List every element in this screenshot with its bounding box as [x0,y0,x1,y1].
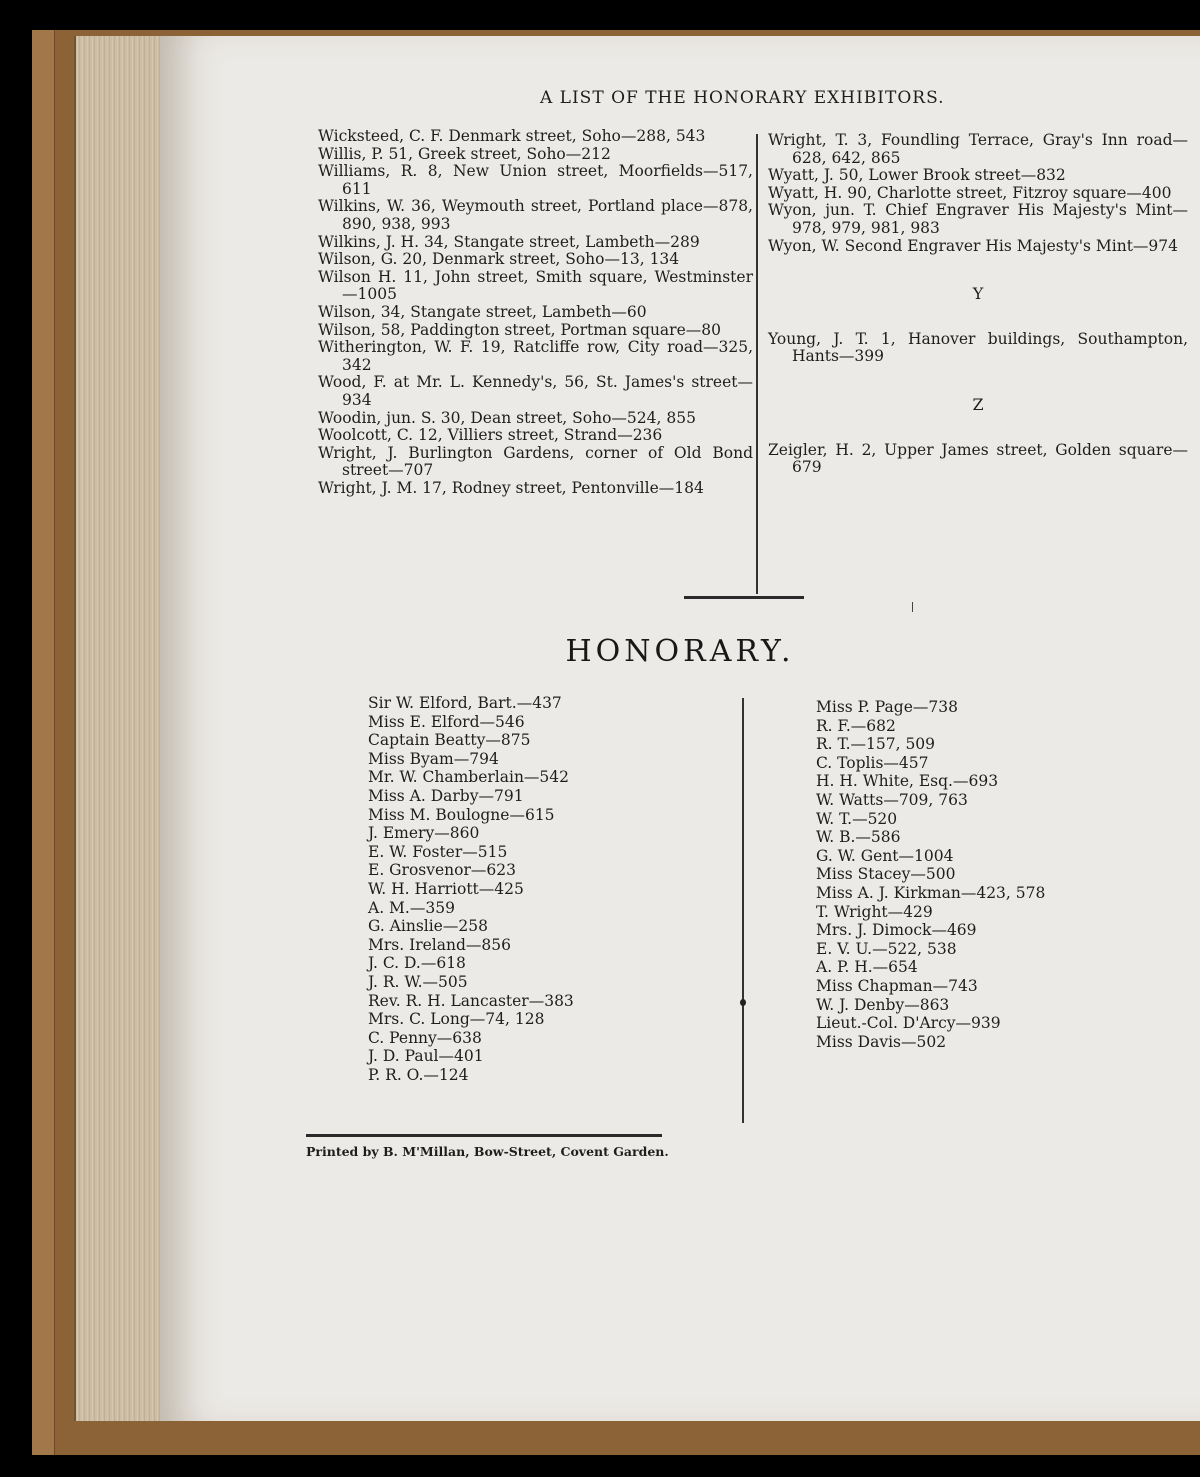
honorary-entry: Miss A. Darby—791 [368,786,524,805]
exhibitor-entry: Wilkins, W. 36, Weymouth street, Portland place—878, 890, 938, 993 [318,197,753,233]
honorary-entry: W. J. Denby—863 [816,995,950,1014]
exhibitor-entry: Wood, F. at Mr. L. Kennedy's, 56, St. James's street—934 [318,373,753,409]
honorary-entry: Miss M. Boulogne—615 [368,805,555,824]
honorary-entry: E. Grosvenor—623 [368,861,516,880]
honorary-entry: W. B.—586 [816,828,901,847]
honorary-heading: HONORARY. [565,634,795,669]
honorary-entry: Miss E. Elford—546 [368,712,525,731]
honorary-entry: W. Watts—709, 763 [816,790,968,809]
book-page [160,36,1200,1421]
honorary-entry: Mr. W. Chamberlain—542 [368,768,570,787]
honorary-entry: R. T.—157, 509 [816,735,936,754]
exhibitor-entry: Wyon, jun. T. Chief Engraver His Majesty's Mint—978, 979, 981, 983 [768,201,1188,237]
separator-mark [912,602,913,612]
exhibitor-entry: Wyatt, J. 50, Lower Brook street—832 [768,166,1066,185]
honorary-entry: Miss P. Page—738 [816,698,958,716]
honorary-entry: T. Wright—429 [816,902,933,921]
exhibitor-entry: Wright, T. 3, Foundling Terrace, Gray's Inn road—628, 642, 865 [768,131,1188,167]
running-head: A LIST OF THE HONORARY EXHIBITORS. [540,88,945,108]
honorary-entry: E. V. U.—522, 538 [816,939,957,958]
y-entries [768,331,1188,366]
section-letter-y: Y [972,284,984,304]
honorary-entry: W. H. Harriott—425 [368,879,524,898]
honorary-entry: C. Toplis—457 [816,753,929,772]
book-spine-edge [32,30,55,1455]
exhibitor-entry: Woolcott, C. 12, Villiers street, Strand—236 [318,426,663,445]
exhibitor-entry: Woodin, jun. S. 30, Dean street, Soho—524, 855 [318,408,696,427]
exhibitor-entry: Williams, R. 8, New Union street, Moorfields—517, 611 [318,162,753,198]
right-column [768,132,1188,477]
exhibitor-entry: Zeigler, H. 2, Upper James street, Golden square—679 [768,440,1188,477]
w-entries [768,132,1188,255]
honorary-entry: J. C. D.—618 [368,954,466,973]
honorary-entry: A. M.—359 [368,898,455,917]
printer-imprint: Printed by B. M'Millan, Bow-Street, Covent Garden. [306,1144,669,1159]
honorary-entry: H. H. White, Esq.—693 [816,772,999,791]
honorary-entry: Miss Chapman—743 [816,976,978,995]
honorary-entry: Miss Davis—502 [816,1032,947,1051]
exhibitor-entry: Wilson, G. 20, Denmark street, Soho—13, 134 [318,250,680,269]
section-letter-z: Z [972,394,984,414]
honorary-entry: R. F.—682 [816,716,896,735]
honorary-entry: C. Penny—638 [368,1028,482,1047]
exhibitor-entry: Wyon, W. Second Engraver His Majesty's Mint—974 [768,236,1179,255]
exhibitor-entry: Wicksteed, C. F. Denmark street, Soho—288, 543 [318,127,706,145]
honorary-entry: Miss Stacey—500 [816,865,956,884]
honorary-left-list [368,694,574,1084]
column-divider-top [756,134,758,594]
honorary-entry: Sir W. Elford, Bart.—437 [368,694,562,712]
exhibitor-entry: Wyatt, H. 90, Charlotte street, Fitzroy square—400 [768,183,1172,202]
exhibitor-entry: Wright, J. M. 17, Rodney street, Pentonville—184 [318,478,704,497]
honorary-entry: G. W. Gent—1004 [816,846,954,865]
honorary-right-list [816,698,1045,1051]
honorary-entry: Miss Byam—794 [368,749,499,768]
honorary-entry: J. D. Paul—401 [368,1047,484,1066]
ink-dot [740,999,746,1006]
honorary-entry: E. W. Foster—515 [368,842,508,861]
exhibitor-entry: Wilson, 34, Stangate street, Lambeth—60 [318,302,647,321]
section-separator [684,596,804,599]
exhibitor-entry: Young, J. T. 1, Hanover buildings, Southampton, Hants—399 [768,329,1188,366]
honorary-entry: J. Emery—860 [368,824,480,843]
honorary-entry: Mrs. J. Dimock—469 [816,921,977,940]
z-entries [768,442,1188,477]
column-divider-bottom [742,698,744,1123]
honorary-entry: Lieut.-Col. D'Arcy—939 [816,1014,1001,1033]
honorary-entry: Rev. R. H. Lancaster—383 [368,991,574,1010]
honorary-entry: Captain Beatty—875 [368,731,531,750]
honorary-entry: Mrs. C. Long—74, 128 [368,1010,545,1029]
exhibitor-entry: Wright, J. Burlington Gardens, corner of Old Bond street—707 [318,443,753,480]
honorary-entry: A. P. H.—654 [816,958,918,977]
exhibitor-entry: Witherington, W. F. 19, Ratcliffe row, City road—325, 342 [318,338,753,374]
honorary-entry: P. R. O.—124 [368,1065,469,1084]
honorary-entry: G. Ainslie—258 [368,917,488,936]
exhibitor-entry: Wilkins, J. H. 34, Stangate street, Lambeth—289 [318,232,700,251]
exhibitor-entry: Willis, P. 51, Greek street, Soho—212 [318,144,611,163]
left-column [318,128,753,497]
honorary-entry: W. T.—520 [816,809,898,828]
exhibitor-entry: Wilson, 58, Paddington street, Portman square—80 [318,320,721,339]
exhibitor-entry: Wilson H. 11, John street, Smith square, Westminster—1005 [318,267,753,304]
printer-rule [306,1134,662,1137]
honorary-entry: Miss A. J. Kirkman—423, 578 [816,883,1046,902]
honorary-entry: J. R. W.—505 [368,972,468,991]
honorary-entry: Mrs. Ireland—856 [368,935,511,954]
